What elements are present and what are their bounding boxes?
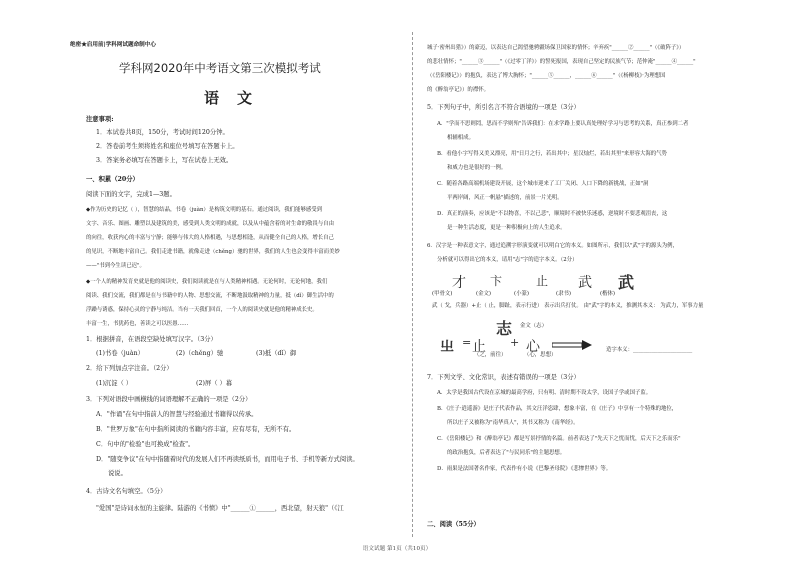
plus-sign: + xyxy=(510,336,520,349)
q4-continued: 城子·密州出猎》）的豪迈，以表达自己渴望驰骋疆场保卫国家的情怀；辛弃疾"______②______"（《破阵子》） xyxy=(427,45,685,51)
equals-sign: = xyxy=(462,336,472,349)
passage-line: 浮躁与诱惑，保持心灵的宁静与纯洁。当有一天我们回首，一个人的阅读史就是他的精神成长史。 xyxy=(86,307,318,313)
q4-text: "爱国"是诗词永恒的主旋律。陆游的《书愤》中"______①______，西北望，射天狼"（《江 xyxy=(96,505,344,512)
zhi-top-icon: 㞢 xyxy=(440,339,454,355)
evo-label: (隶书) xyxy=(556,291,571,297)
q7-option: B．《庄子·逍遥游》是庄子代表作品，其文汪洋恣肆，想象丰富，在《庄子》中享有一个特殊的地位， xyxy=(437,406,678,412)
zhi-answer-field[interactable]: 造字本义：______________________ xyxy=(606,347,693,353)
q1-option: (3)抵（dǐ）御 xyxy=(256,350,297,357)
q3-option: C．句中的"检验"也可换成"检查"。 xyxy=(96,441,195,448)
q3-option: A．"作诵"在句中指前人的智慧与经验通过书籍得以传承。 xyxy=(96,411,258,418)
subject-title: 语文 xyxy=(204,89,271,107)
q5-option: C．随着各路高端机场建设开展，这个城市迎来了工厂关闭、人口下降的新挑战，正如"洞 xyxy=(437,181,649,187)
q2-option: (2)屏（ ）幕 xyxy=(196,380,233,387)
q7-option: C．《岳阳楼记》和《醉翁亭记》都是写景抒情的名篇。前者表达了"先天下之忧而忧，后天下之乐而乐" xyxy=(437,436,681,442)
q5-option: 和威力也是很好的一例。 xyxy=(447,165,507,171)
evo-label: (楷体) xyxy=(600,291,615,297)
q3-option: D．"随变争议"在句中指随着时代的发展人们不再读纸质书，而用电子书、手机等新方式阅读。 xyxy=(96,456,359,463)
q3-option: B．"世罗万象"在句中指所阅读的书籍内容丰富，应有尽有，无所不有。 xyxy=(96,426,296,433)
wu-explanation: 武（ 戈，兵器）+止（ 止，脚趾，表示行进） 表示出兵打仗。 由"武"字的本义，推测其本义： 为武力，军事力量 xyxy=(432,303,704,309)
q2-option: (1)沉淀（ ） xyxy=(96,380,133,387)
question-3: 3．下列对语段中画横线的词语理解不正确的一项是（2分） xyxy=(86,396,252,403)
q5-option: D．真正的演奏，应该是"不以物喜，不以己悲"，顺境时不被快乐迷惑，逆境时不要悲观沮丧，这 xyxy=(437,211,668,217)
question-7: 7．下列文学、文化常识，表述有错误的一项是（3分） xyxy=(427,374,580,381)
question-6-b: 分析就可以得出它的本义，请用"志"字的造字本义。（2分） xyxy=(437,257,578,263)
passage-line: 的向往，收获内心的丰富与宁静；能够与伟大的人格相遇，与思想相逢，从而健全自己的人格，增长自己 xyxy=(86,235,334,241)
reading-intro: 阅读下面的文字，完成1—3题。 xyxy=(86,191,176,198)
notes-heading: 注意事项: xyxy=(86,116,114,123)
question-2: 2．给下列加点字注音。（2分） xyxy=(86,365,173,372)
q5-option: 相辅相成。 xyxy=(447,135,474,141)
q5-option: 是一种生活态度，更是一种积极向上的人生追求。 xyxy=(447,225,566,231)
q4-continued: （《岳阳楼记》）的抱负，表达了博大胸怀；"______⑤______，______⑥______"（《杨柳枝》·为理想国 xyxy=(427,73,666,79)
question-6: 6．汉字是一种表意文字，通过追溯字形演变就可以明白它的本义。如图所示，我们以"武"字的源头为例， xyxy=(427,243,678,249)
evo-label: (小篆) xyxy=(514,291,529,297)
section-heading: 二、阅读（55分） xyxy=(427,521,480,528)
page-footer: 语文试题 第1页（共10页） xyxy=(362,546,432,552)
passage-line: 丰富一生，书犹药也，善读之可以医愚…… xyxy=(86,321,189,327)
heart-glyph-icon: 心 xyxy=(526,339,540,355)
note-item: 1．本试卷共8页，150分，考试时间120分钟。 xyxy=(96,129,229,136)
note-item: 2．答卷前考生须将姓名和座位号填写在答题卡上。 xyxy=(96,143,239,150)
jinwen-label: 金文（志） xyxy=(520,323,547,329)
formula-label: （心，思想） xyxy=(524,352,557,358)
section-heading: 一、积累（20分） xyxy=(86,176,139,183)
right-column xyxy=(410,0,794,562)
question-4: 4．古诗文名句填空。（5分） xyxy=(86,488,167,495)
exam-title: 学科网2020年中考语文第三次模拟考试 xyxy=(119,61,321,75)
formula-label: （之，前往） xyxy=(474,352,507,358)
q1-option: (1)书卷（juàn） xyxy=(96,350,144,357)
evo-label: (金文) xyxy=(476,291,491,297)
passage-line: ◆作为历史的记忆（ ），智慧的结晶，书卷（juàn）是构筑文明的基石。通过阅读，我们能够感受到 xyxy=(86,207,323,213)
seal-glyph-icon: 止 xyxy=(536,274,549,288)
q7-option: A．太学是我国古代设在京城的最高学府，只有明、清时期不设太学，设国子学或国子监。 xyxy=(437,390,652,396)
q1-option: (2)（chěng）驰 xyxy=(176,350,224,357)
q5-option: A．"学而不思则罔，思而不学则殆"告诉我们：在求学路上要认真处理好学习与思考的关系，真正参到二者 xyxy=(437,121,689,127)
q7-option: D．雨果是法国著名作家，代表作有小说《巴黎圣母院》《悲惨世界》等。 xyxy=(437,466,612,472)
passage-line: ◆一个人的精神发育史就是他的阅读史，我们阅读就是在与人类精神相遇。无论何时，无论何地，我们 xyxy=(86,279,328,285)
jinwen-zhi-icon: 志 xyxy=(496,319,513,338)
question-5: 5．下列句子中，所引名言不符合语境的一项是（3分） xyxy=(427,104,580,111)
q7-option: 的政治抱负，后者表达了"与民同乐"的主题思想。 xyxy=(447,450,566,456)
clerical-glyph-icon: 武 xyxy=(578,275,592,291)
q7-option: 所以庄子又被称为"南华真人"，其书又称为《南华经》。 xyxy=(447,420,579,426)
q5-option: 平两岸阔，风正一帆悬"描述的，前景一片光明。 xyxy=(447,195,563,201)
oracle-glyph-icon: 才 xyxy=(452,275,466,291)
passage-line: ——"书到今生读已迟"。 xyxy=(86,263,145,269)
evo-label: (甲骨文) xyxy=(432,291,453,297)
q5-option: B．看他小字写得又美又漂亮，用"日月之行，若出其中；星汉灿烂，若出其里"来形容大海的气势 xyxy=(437,151,667,157)
bronze-glyph-icon: 卞 xyxy=(490,274,503,288)
arrow-right-icon xyxy=(552,340,592,350)
q3-option-tail: 说说。 xyxy=(108,470,127,477)
q4-continued: 的悲壮情怀；"______③______"（《过零丁洋》）的誓死报国，表现自己坚定的民族气节；范仲淹"______④______" xyxy=(427,59,696,65)
kaishu-glyph-icon: 武 xyxy=(618,273,635,292)
passage-line: 文字、音乐、图画、雕塑以及建筑的美，感受到人类文明的成就，以及从中蕴含着的对生命的敬畏与自由 xyxy=(86,221,334,227)
passage-line: 的见识，不断地丰富自己。我们走进书籍，就像走进（chěng）驰的世界，我们的人生也会变得丰富而美妙 xyxy=(86,249,340,255)
q4-continued: 的《醉翁亭记》）的襟怀。 xyxy=(427,87,489,93)
passage-line: 阅读、我们交流，我们都是在与书籍中的人物、思想交流，不断地汲取精神的力量，抵（dǐ）御生活中的 xyxy=(86,293,334,299)
question-1: 1．根据拼音，在语段空缺处填写汉字。（3分） xyxy=(86,336,217,343)
note-item: 3．答案务必填写在答题卡上，写在试卷上无效。 xyxy=(96,157,233,164)
secret-label: 绝密★启用前|学科网试题命制中心 xyxy=(70,42,156,48)
zhi-foot-icon: 止 xyxy=(472,339,486,355)
